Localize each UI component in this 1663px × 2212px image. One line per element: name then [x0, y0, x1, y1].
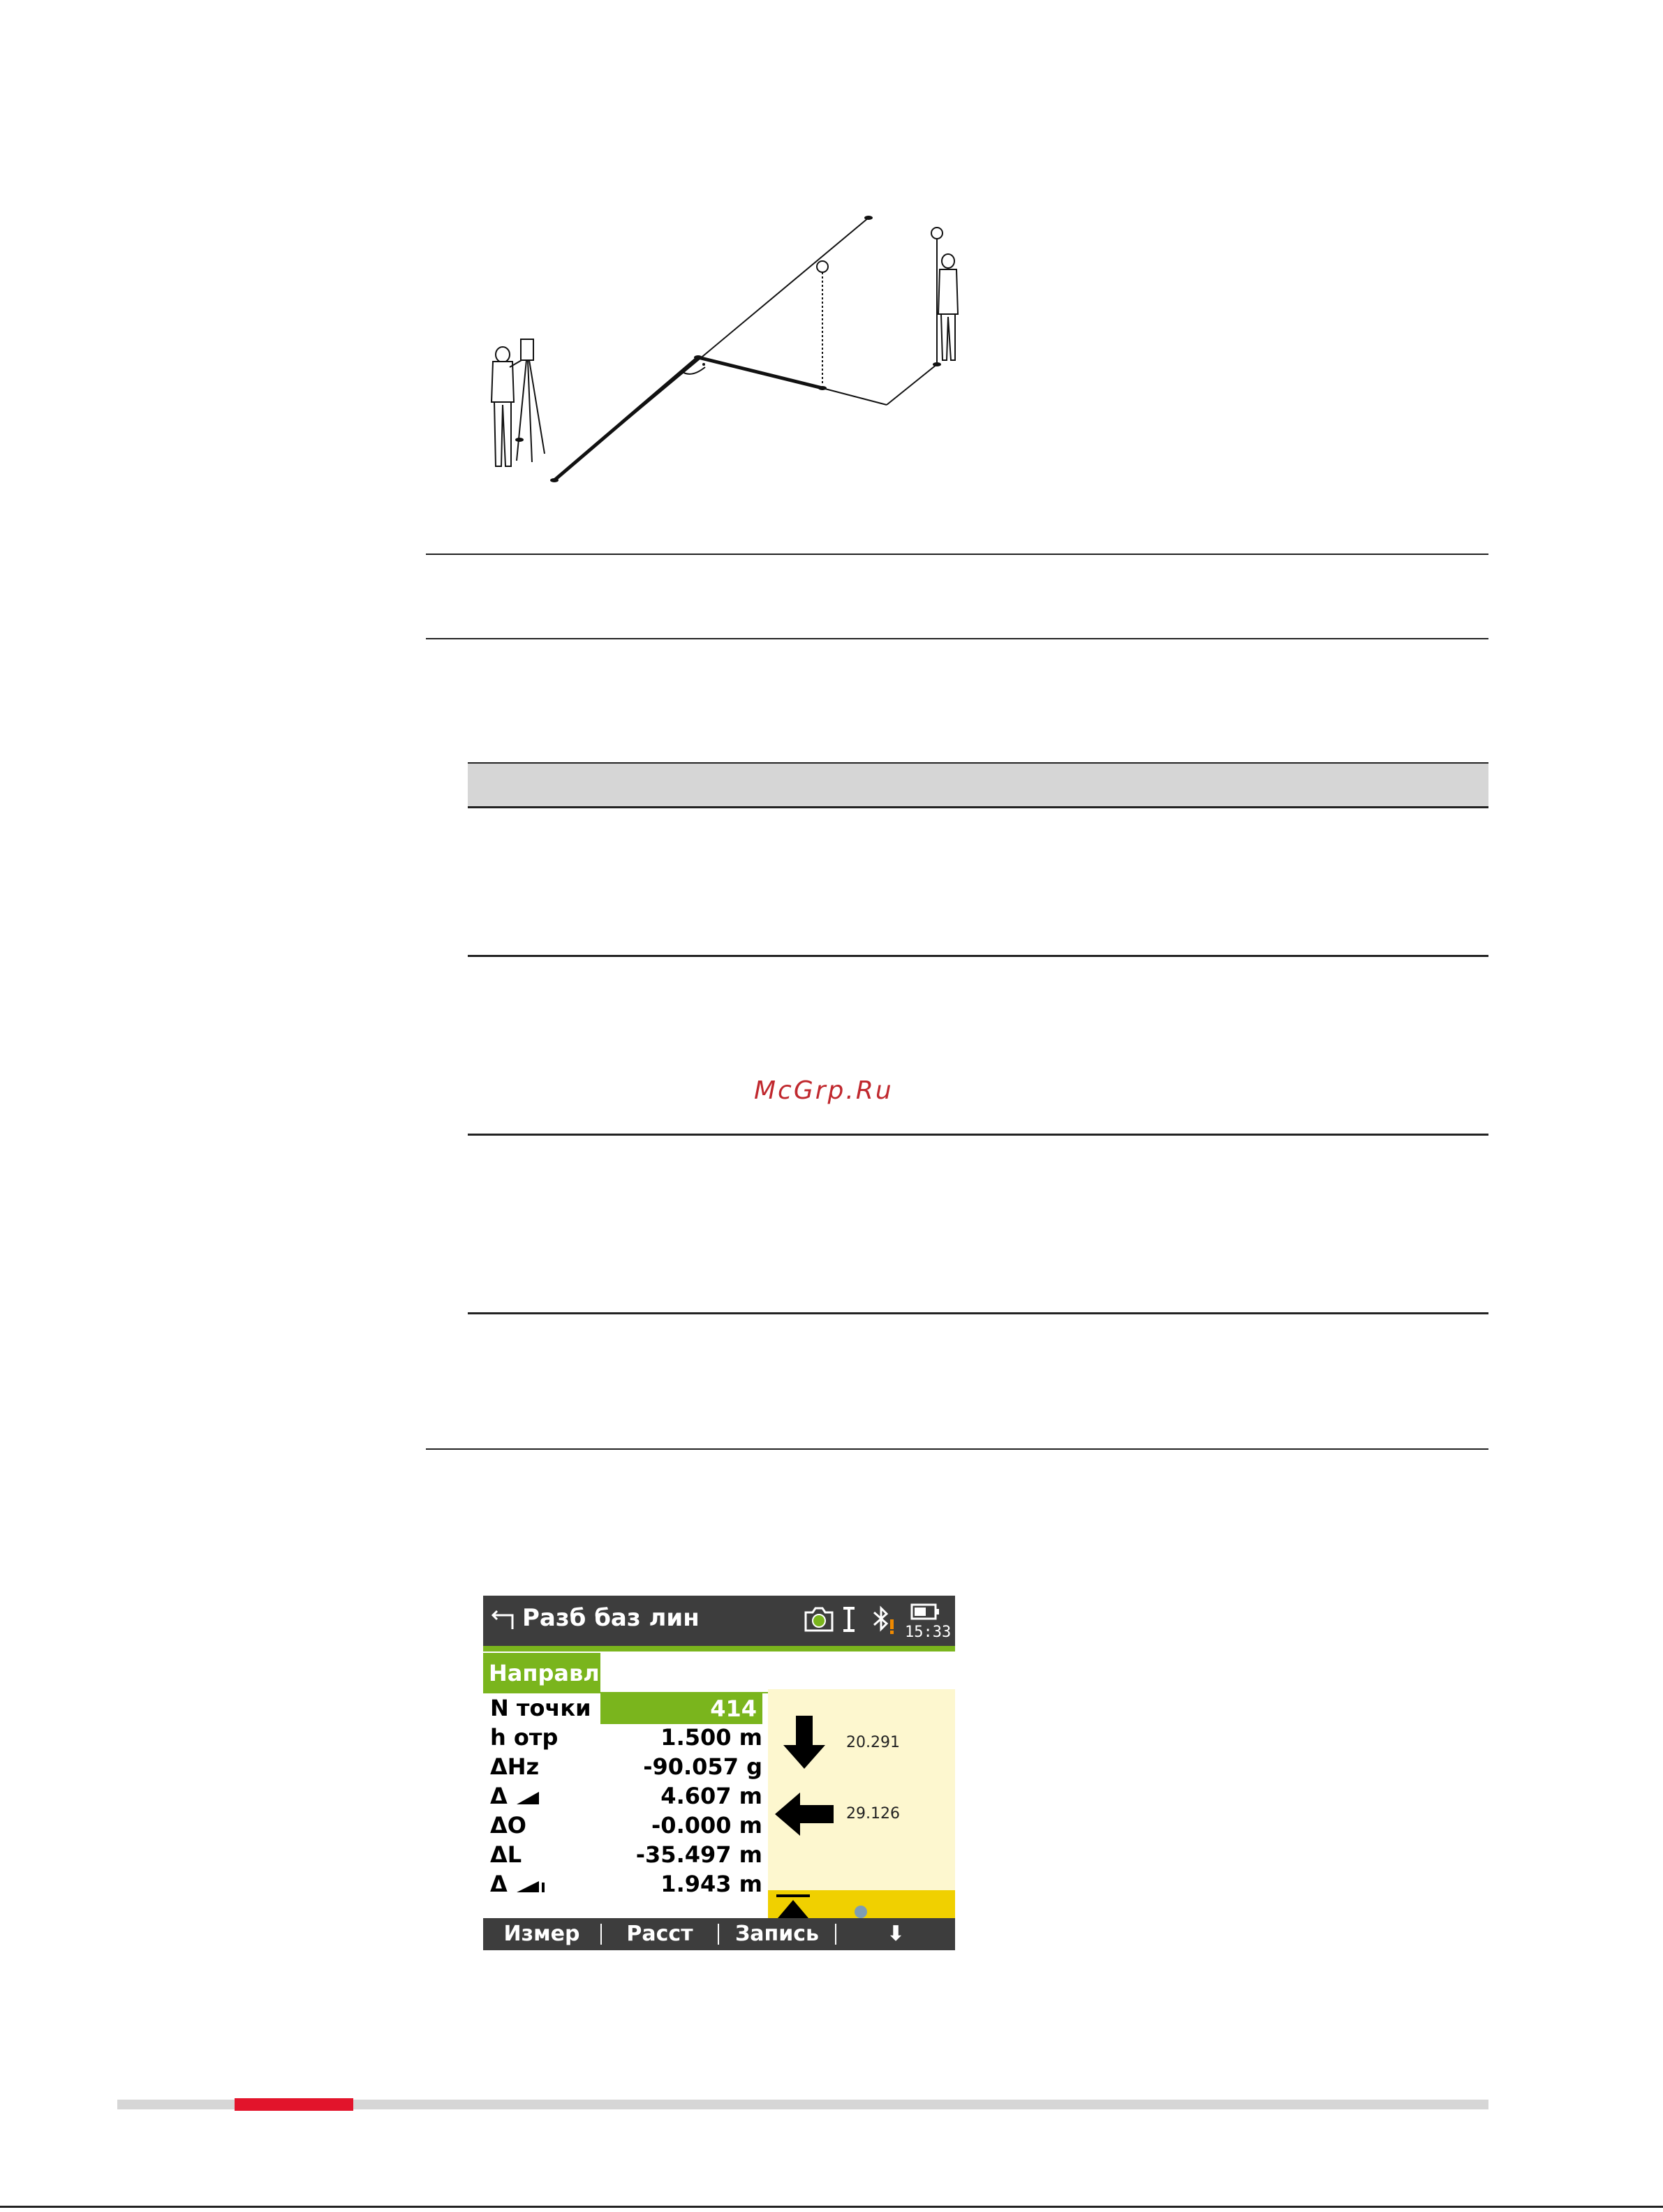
down-distance: 20.291: [846, 1734, 900, 1751]
delta-label: Δ: [490, 1871, 508, 1897]
stakeout-illustration: [454, 202, 984, 496]
battery-icon: [910, 1603, 941, 1621]
divider: [426, 554, 1488, 555]
accent-strip: [483, 1646, 955, 1651]
field-label-dhz: ΔHz: [490, 1753, 540, 1780]
table-header: [468, 762, 1488, 808]
field-value-height[interactable]: 1.500 m: [660, 1724, 762, 1751]
cursor-icon: [841, 1605, 857, 1633]
field-label-height: h отр: [490, 1724, 559, 1751]
field-label-dheight: [490, 1869, 546, 1899]
point-id-input[interactable]: 414: [710, 1695, 757, 1722]
field-value-dheight: 1.943 m: [660, 1871, 762, 1897]
table-row-divider: [468, 1312, 1488, 1314]
field-value-dhz: -90.057 g: [643, 1753, 762, 1780]
field-value-dline: -35.497 m: [635, 1841, 762, 1868]
table-row-divider: [468, 955, 1488, 957]
watermark: McGrp.Ru: [754, 1076, 894, 1105]
slope-up-icon: [515, 1789, 540, 1806]
field-label-doffset: ΔO: [490, 1812, 526, 1839]
back-arrow-icon[interactable]: [490, 1605, 518, 1633]
tab-direction[interactable]: Направл: [483, 1653, 600, 1693]
arrow-down-icon: [782, 1714, 827, 1770]
instrument-target-icon: [801, 1604, 835, 1635]
left-distance: 29.126: [846, 1805, 900, 1823]
field-value-doffset: -0.000 m: [651, 1812, 762, 1839]
page-bottom-edge: [0, 2206, 1663, 2208]
field-label-point: N точки: [490, 1695, 591, 1721]
softkey-bar: [483, 1918, 955, 1950]
device-screen: [483, 1596, 955, 1950]
footer-accent: [235, 2098, 353, 2111]
field-value-dslope: 4.607 m: [660, 1783, 762, 1809]
title-bar: [483, 1596, 955, 1646]
field-label-dline: ΔL: [490, 1841, 522, 1868]
delta-label: Δ: [490, 1783, 508, 1809]
distance-softkey[interactable]: Расст: [626, 1922, 693, 1946]
divider: [426, 638, 1488, 639]
field-label-dslope: [490, 1781, 540, 1811]
screen-title: Разб баз лин: [522, 1604, 700, 1632]
slope-down-icon: [515, 1877, 546, 1894]
prism-icon: [852, 1903, 870, 1918]
measure-softkey[interactable]: Измер: [503, 1922, 580, 1946]
more-softkey[interactable]: ⬇: [887, 1922, 905, 1946]
arrow-left-icon: [774, 1791, 835, 1837]
clock: 15:33: [905, 1624, 952, 1641]
record-softkey[interactable]: Запись: [734, 1922, 820, 1946]
bluetooth-warning-icon: [871, 1604, 896, 1635]
table-row-divider: [468, 1134, 1488, 1136]
divider: [426, 1448, 1488, 1450]
target-marker-icon: [775, 1893, 811, 1918]
